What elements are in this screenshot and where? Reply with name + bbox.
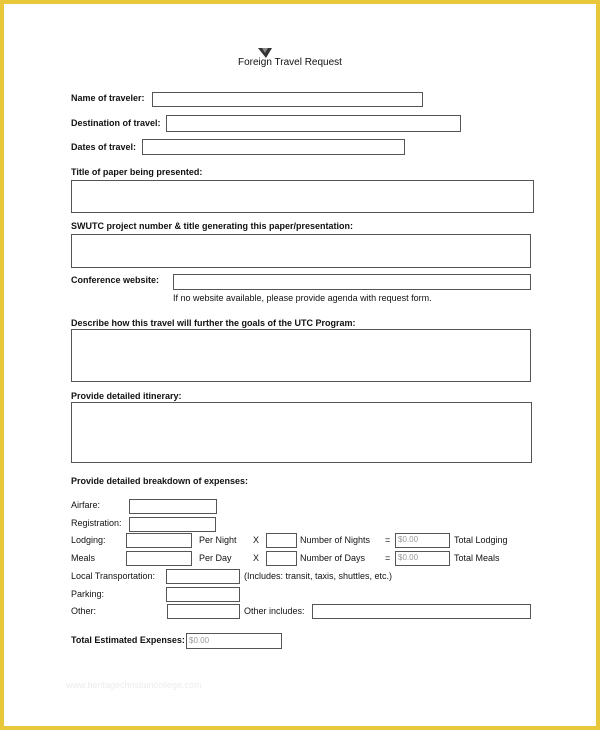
total-meals-label: Total Meals (454, 553, 500, 563)
equals-sign: = (385, 535, 391, 545)
total-lodging-label: Total Lodging (454, 535, 508, 545)
total-expenses-field[interactable] (186, 633, 282, 649)
local-transport-field[interactable] (166, 569, 240, 584)
days-field[interactable] (266, 551, 297, 566)
times-sign: X (253, 553, 260, 563)
registration-label: Registration: (71, 518, 122, 528)
paper-title-label: Title of paper being presented: (71, 167, 203, 177)
transport-note: (Includes: transit, taxis, shuttles, etc.) (244, 571, 393, 581)
destination-label: Destination of travel: (71, 118, 161, 128)
airfare-label: Airfare: (71, 500, 101, 510)
airfare-field[interactable] (129, 499, 217, 514)
lodging-label: Lodging: (71, 535, 106, 545)
name-field[interactable] (152, 92, 423, 107)
other-includes-label: Other includes: (244, 606, 305, 616)
meals-total-field[interactable] (395, 551, 450, 566)
paper-title-field[interactable] (71, 180, 534, 213)
lodging-total-value: $0.00 (398, 535, 419, 544)
meals-rate-field[interactable] (126, 551, 192, 566)
equals-sign: = (385, 553, 391, 563)
nights-field[interactable] (266, 533, 297, 548)
website-note: If no website available, please provide agenda with request form. (173, 293, 432, 303)
lodging-rate-field[interactable] (126, 533, 192, 548)
parking-field[interactable] (166, 587, 240, 602)
local-transport-label: Local Transportation: (71, 571, 156, 581)
other-field[interactable] (167, 604, 240, 619)
goals-field[interactable] (71, 329, 531, 382)
dates-field[interactable] (142, 139, 405, 155)
website-label: Conference website: (71, 275, 160, 285)
goals-label: Describe how this travel will further the goals of the UTC Program: (71, 318, 356, 328)
days-label: Number of Days (300, 553, 366, 563)
itinerary-field[interactable] (71, 402, 532, 463)
total-expenses-label: Total Estimated Expenses: (71, 635, 185, 645)
itinerary-label: Provide detailed itinerary: (71, 391, 182, 401)
meals-total-value: $0.00 (398, 553, 419, 562)
lodging-total-field[interactable] (395, 533, 450, 548)
destination-field[interactable] (166, 115, 461, 132)
other-label: Other: (71, 606, 97, 616)
project-label: SWUTC project number & title generating this paper/presentation: (71, 221, 354, 231)
total-expenses-value: $0.00 (189, 636, 210, 645)
nights-label: Number of Nights (300, 535, 371, 545)
form-page (4, 4, 596, 726)
form-title: Foreign Travel Request (238, 57, 342, 68)
per-day-label: Per Day (199, 553, 232, 563)
project-field[interactable] (71, 234, 531, 268)
times-sign: X (253, 535, 260, 545)
registration-field[interactable] (129, 517, 216, 532)
breakdown-label: Provide detailed breakdown of expenses: (71, 476, 249, 486)
meals-label: Meals (71, 553, 96, 563)
other-includes-field[interactable] (312, 604, 531, 619)
watermark: www.heritagechristiancollege.com (66, 680, 202, 690)
name-label: Name of traveler: (71, 93, 145, 103)
per-night-label: Per Night (199, 535, 237, 545)
dates-label: Dates of travel: (71, 142, 137, 152)
website-field[interactable] (173, 274, 531, 290)
parking-label: Parking: (71, 589, 105, 599)
